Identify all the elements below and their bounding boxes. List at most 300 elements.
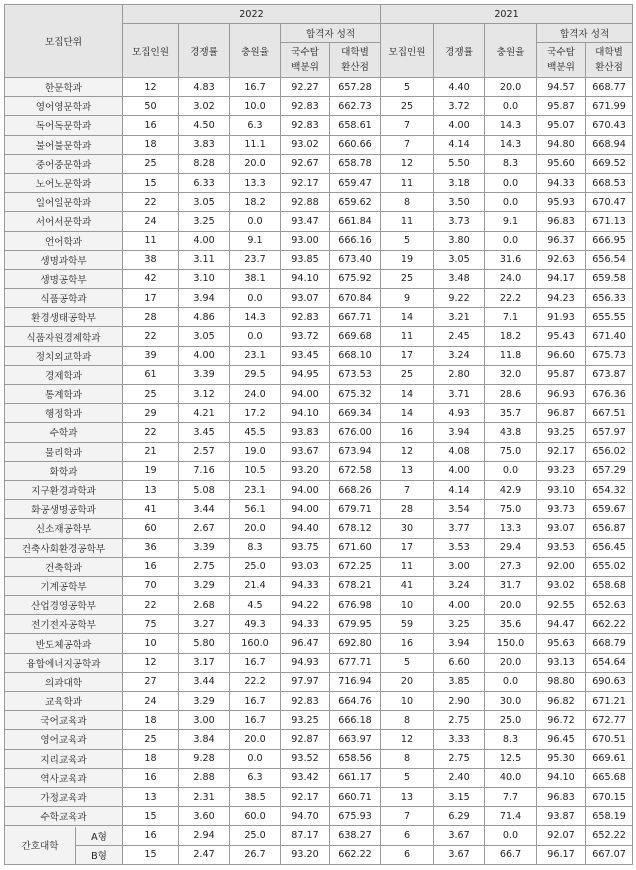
year-2022-header: 2022 [123,5,381,24]
dept-name: 산업경영공학부 [5,596,123,615]
cell-y2021-0: 5 [381,78,434,97]
cell-b2021-1: 3.67 [434,845,485,864]
cell-y2022-2: 49.3 [230,615,281,634]
cell-y2022-4: 675.93 [330,807,381,826]
cell-y2021-2: 30.0 [485,692,537,711]
cell-y2021-0: 13 [381,787,434,806]
cell-y2022-2: 23.1 [230,480,281,499]
cell-a2021-3: 92.07 [537,826,586,845]
cell-y2022-1: 4.50 [179,116,230,135]
cell-y2021-1: 6.29 [434,807,485,826]
cell-y2022-2: 20.0 [230,730,281,749]
conv-line2: 환산점 [595,62,623,73]
cell-y2022-0: 16 [123,557,179,576]
competition-header-2021: 경쟁률 [434,24,485,78]
cell-y2021-3: 93.87 [537,807,586,826]
cell-y2022-4: 673.40 [330,250,381,269]
cell-y2022-4: 666.16 [330,231,381,250]
cell-y2021-1: 3.85 [434,672,485,691]
cell-y2021-2: 24.0 [485,269,537,288]
cell-y2022-4: 660.66 [330,135,381,154]
dept-name: 노어노문학과 [5,173,123,192]
table-row [5,346,633,365]
cell-y2021-0: 7 [381,807,434,826]
cell-a2021-1: 3.67 [434,826,485,845]
cell-y2021-1: 3.48 [434,269,485,288]
cell-y2021-2: 25.0 [485,711,537,730]
cell-y2021-0: 17 [381,346,434,365]
cell-y2022-0: 61 [123,365,179,384]
competition-header-2022: 경쟁률 [179,24,230,78]
table-row [5,135,633,154]
cell-y2022-3: 93.42 [281,768,330,787]
cell-y2021-0: 25 [381,269,434,288]
cell-y2022-1: 3.84 [179,730,230,749]
cell-y2021-2: 42.9 [485,480,537,499]
cell-y2022-2: 0.0 [230,327,281,346]
cell-y2022-1: 3.44 [179,672,230,691]
cell-y2021-3: 96.93 [537,385,586,404]
cell-y2022-3: 92.87 [281,730,330,749]
cell-y2021-1: 3.77 [434,519,485,538]
suneung-line2: 백분위 [291,62,319,73]
cell-y2022-2: 16.7 [230,711,281,730]
grades-header-2022: 합격자 성적 [281,24,381,43]
cell-y2021-2: 0.0 [485,97,537,116]
cell-y2022-2: 10.0 [230,97,281,116]
cell-y2021-1: 2.75 [434,749,485,768]
nursing-row-a [5,826,633,845]
dept-name: 화공생명공학과 [5,500,123,519]
cell-y2021-3: 92.00 [537,557,586,576]
cell-y2022-4: 659.62 [330,193,381,212]
cell-y2022-3: 92.67 [281,154,330,173]
cell-y2021-4: 671.99 [586,97,633,116]
cell-y2021-0: 17 [381,538,434,557]
cell-y2022-2: 38.5 [230,787,281,806]
cell-y2022-1: 2.88 [179,768,230,787]
cell-y2021-4: 671.21 [586,692,633,711]
cell-y2022-1: 3.25 [179,212,230,231]
cell-y2021-4: 671.13 [586,212,633,231]
cell-y2021-1: 4.14 [434,135,485,154]
cell-y2021-4: 655.55 [586,308,633,327]
cell-y2022-0: 22 [123,596,179,615]
cell-y2021-1: 3.80 [434,231,485,250]
table-row [5,557,633,576]
cell-y2022-0: 22 [123,423,179,442]
cell-y2022-3: 93.52 [281,749,330,768]
cell-y2021-1: 3.21 [434,308,485,327]
table-row [5,404,633,423]
cell-y2021-4: 670.15 [586,787,633,806]
recruit-header-2021: 모집인원 [381,24,434,78]
cell-y2021-0: 7 [381,116,434,135]
cell-y2022-0: 18 [123,135,179,154]
suneung-line1: 국수탐 [291,47,319,58]
cell-y2022-0: 41 [123,500,179,519]
cell-y2021-4: 673.87 [586,365,633,384]
cell-y2022-0: 22 [123,327,179,346]
cell-y2021-1: 3.18 [434,173,485,192]
cell-y2022-0: 24 [123,692,179,711]
cell-y2021-2: 8.3 [485,154,537,173]
cell-y2021-0: 12 [381,154,434,173]
cell-y2021-0: 10 [381,692,434,711]
cell-y2022-2: 18.2 [230,193,281,212]
cell-y2021-4: 658.68 [586,576,633,595]
dept-name: 일어일문학과 [5,193,123,212]
table-row [5,634,633,653]
cell-y2022-0: 15 [123,807,179,826]
cell-y2021-3: 96.83 [537,212,586,231]
cell-y2021-3: 96.37 [537,231,586,250]
table-row [5,154,633,173]
cell-y2021-3: 96.83 [537,787,586,806]
cell-y2021-4: 669.61 [586,749,633,768]
cell-b2021-2: 66.7 [485,845,537,864]
cell-y2022-1: 4.00 [179,231,230,250]
cell-y2021-3: 95.87 [537,97,586,116]
cell-a2022-4: 638.27 [330,826,381,845]
cell-y2022-1: 3.94 [179,289,230,308]
conv-header-2021 [586,43,633,78]
dept-name: 국어교육과 [5,711,123,730]
table-body [5,78,633,865]
cell-y2022-3: 93.00 [281,231,330,250]
cell-y2021-0: 10 [381,596,434,615]
cell-y2022-3: 94.00 [281,500,330,519]
cell-y2021-2: 150.0 [485,634,537,653]
cell-b2022-1: 2.47 [179,845,230,864]
cell-y2021-1: 2.90 [434,692,485,711]
cell-y2021-0: 5 [381,768,434,787]
cell-b2022-3: 93.20 [281,845,330,864]
cell-y2021-2: 7.7 [485,787,537,806]
dept-name: 정치외교학과 [5,346,123,365]
cell-y2021-4: 659.67 [586,500,633,519]
cell-y2021-2: 20.0 [485,78,537,97]
cell-y2022-3: 92.83 [281,116,330,135]
cell-y2021-3: 96.87 [537,404,586,423]
year-2021-header: 2021 [381,5,633,24]
nursing-sub-a: A형 [76,827,122,846]
cell-y2022-2: 24.0 [230,385,281,404]
cell-y2021-0: 8 [381,193,434,212]
cell-y2022-0: 19 [123,461,179,480]
cell-y2021-1: 3.24 [434,576,485,595]
dept-name: 융합에너지공학과 [5,653,123,672]
cell-y2021-1: 2.40 [434,768,485,787]
cell-y2022-1: 3.39 [179,538,230,557]
cell-y2022-1: 2.31 [179,787,230,806]
cell-y2021-4: 654.32 [586,480,633,499]
cell-y2022-1: 3.27 [179,615,230,634]
cell-y2021-4: 670.47 [586,193,633,212]
cell-y2021-3: 94.10 [537,768,586,787]
cell-y2022-4: 660.71 [330,787,381,806]
cell-y2022-1: 3.05 [179,193,230,212]
cell-y2022-2: 25.0 [230,557,281,576]
table-header [5,5,633,78]
cell-y2021-0: 30 [381,519,434,538]
cell-y2021-3: 93.07 [537,519,586,538]
cell-y2021-4: 654.64 [586,653,633,672]
dept-name: 언어학과 [5,231,123,250]
conv-line2: 환산점 [341,62,369,73]
cell-y2021-0: 12 [381,730,434,749]
cell-y2021-1: 4.93 [434,404,485,423]
cell-y2022-2: 0.0 [230,749,281,768]
dept-name: 역사교육과 [5,768,123,787]
cell-y2021-0: 16 [381,634,434,653]
cell-y2021-4: 671.40 [586,327,633,346]
dept-name: 의과대학 [5,672,123,691]
table-row [5,308,633,327]
cell-y2022-1: 3.00 [179,711,230,730]
dept-name: 건축사회환경공학부 [5,538,123,557]
cell-y2022-4: 672.58 [330,461,381,480]
cell-y2021-3: 98.80 [537,672,586,691]
table-row [5,461,633,480]
dept-name: 전기전자공학부 [5,615,123,634]
cell-y2021-3: 96.60 [537,346,586,365]
cell-y2022-1: 3.10 [179,269,230,288]
dept-name: 기계공학부 [5,576,123,595]
cell-y2021-3: 95.63 [537,634,586,653]
table-row [5,538,633,557]
cell-y2022-2: 9.1 [230,231,281,250]
cell-y2021-2: 27.3 [485,557,537,576]
cell-y2022-0: 42 [123,269,179,288]
cell-y2022-3: 94.00 [281,480,330,499]
cell-y2022-2: 23.7 [230,250,281,269]
cell-y2021-2: 0.0 [485,231,537,250]
cell-y2021-1: 3.94 [434,423,485,442]
dept-name: 식품자원경제학과 [5,327,123,346]
suneung-header-2022 [281,43,330,78]
cell-y2022-3: 94.70 [281,807,330,826]
dept-name: 지구환경과학과 [5,480,123,499]
cell-y2021-2: 28.6 [485,385,537,404]
cell-y2021-3: 95.93 [537,193,586,212]
cell-y2022-1: 3.17 [179,653,230,672]
cell-y2021-4: 669.52 [586,154,633,173]
cell-y2021-2: 0.0 [485,672,537,691]
cell-y2021-1: 3.33 [434,730,485,749]
cell-y2022-2: 0.0 [230,212,281,231]
cell-y2021-3: 94.17 [537,269,586,288]
cell-y2021-1: 4.14 [434,480,485,499]
cell-a2022-3: 87.17 [281,826,330,845]
cell-y2022-4: 662.73 [330,97,381,116]
table-row [5,615,633,634]
table-row [5,193,633,212]
cell-y2022-0: 16 [123,768,179,787]
cell-y2021-3: 95.87 [537,365,586,384]
cell-y2021-2: 32.0 [485,365,537,384]
cell-y2021-1: 4.40 [434,78,485,97]
cell-y2022-2: 20.0 [230,154,281,173]
cell-y2022-0: 36 [123,538,179,557]
cell-y2022-2: 13.3 [230,173,281,192]
cell-y2022-3: 92.83 [281,97,330,116]
dept-name: 통계학과 [5,385,123,404]
cell-y2021-3: 93.02 [537,576,586,595]
dept-name: 식품공학과 [5,289,123,308]
cell-y2022-4: 675.32 [330,385,381,404]
cell-y2021-3: 96.82 [537,692,586,711]
cell-y2022-0: 24 [123,212,179,231]
cell-y2022-1: 6.33 [179,173,230,192]
cell-y2021-4: 675.73 [586,346,633,365]
cell-y2021-3: 94.23 [537,289,586,308]
table-row [5,442,633,461]
cell-y2021-3: 95.30 [537,749,586,768]
cell-y2022-2: 45.5 [230,423,281,442]
cell-y2021-2: 75.0 [485,500,537,519]
dept-name: 불어불문학과 [5,135,123,154]
cell-y2021-1: 3.00 [434,557,485,576]
cell-y2022-1: 3.44 [179,500,230,519]
cell-y2021-2: 13.3 [485,519,537,538]
cell-y2022-4: 692.80 [330,634,381,653]
cell-y2022-0: 25 [123,385,179,404]
cell-y2021-4: 666.95 [586,231,633,250]
cell-a2022-0: 16 [123,826,179,845]
cell-y2022-3: 94.40 [281,519,330,538]
cell-y2022-3: 92.83 [281,308,330,327]
dept-name: 중어중문학과 [5,154,123,173]
cell-y2022-1: 5.08 [179,480,230,499]
dept-name: 독어독문학과 [5,116,123,135]
cell-a2021-0: 6 [381,826,434,845]
cell-y2021-3: 92.63 [537,250,586,269]
cell-y2022-3: 92.83 [281,692,330,711]
cell-b2022-0: 15 [123,845,179,864]
cell-y2021-1: 3.73 [434,212,485,231]
table-row [5,672,633,691]
cell-y2021-4: 667.51 [586,404,633,423]
cell-y2022-1: 2.68 [179,596,230,615]
cell-y2022-1: 2.67 [179,519,230,538]
cell-b2022-4: 662.22 [330,845,381,864]
cell-y2022-0: 50 [123,97,179,116]
table-row [5,173,633,192]
table-row [5,787,633,806]
cell-y2021-4: 656.45 [586,538,633,557]
cell-y2022-0: 21 [123,442,179,461]
dept-name: 물리학과 [5,442,123,461]
table-row [5,231,633,250]
cell-y2022-4: 679.71 [330,500,381,519]
cell-y2022-4: 668.26 [330,480,381,499]
cell-y2022-3: 94.33 [281,615,330,634]
cell-y2022-0: 22 [123,193,179,212]
cell-y2022-3: 93.75 [281,538,330,557]
cell-y2021-0: 7 [381,480,434,499]
cell-y2021-1: 3.24 [434,346,485,365]
cell-y2021-4: 668.79 [586,634,633,653]
cell-y2022-0: 27 [123,672,179,691]
dept-name: 행정학과 [5,404,123,423]
cell-y2021-0: 7 [381,135,434,154]
cell-y2021-3: 95.43 [537,327,586,346]
cell-y2021-3: 93.73 [537,500,586,519]
cell-y2021-3: 95.60 [537,154,586,173]
cell-y2022-0: 13 [123,480,179,499]
cell-y2021-3: 92.17 [537,442,586,461]
cell-y2021-3: 91.93 [537,308,586,327]
cell-y2022-2: 8.3 [230,538,281,557]
fill-rate-header-2021: 충원율 [485,24,537,78]
cell-y2021-4: 656.87 [586,519,633,538]
cell-y2022-0: 75 [123,615,179,634]
cell-y2021-0: 5 [381,653,434,672]
table-row [5,692,633,711]
table-row [5,289,633,308]
cell-y2022-4: 677.71 [330,653,381,672]
cell-y2022-0: 16 [123,116,179,135]
cell-y2022-1: 5.80 [179,634,230,653]
cell-y2022-1: 8.28 [179,154,230,173]
cell-y2022-2: 14.3 [230,308,281,327]
cell-y2021-1: 6.60 [434,653,485,672]
cell-y2022-3: 93.45 [281,346,330,365]
cell-y2022-3: 92.17 [281,173,330,192]
cell-y2022-0: 38 [123,250,179,269]
fill-rate-header-2022: 충원율 [230,24,281,78]
table-row [5,212,633,231]
cell-y2021-1: 4.00 [434,461,485,480]
cell-y2022-4: 658.61 [330,116,381,135]
cell-y2021-0: 14 [381,385,434,404]
table-row [5,480,633,499]
unit-header: 모집단위 [5,5,123,78]
cell-y2021-4: 656.33 [586,289,633,308]
cell-y2021-4: 676.36 [586,385,633,404]
cell-y2021-4: 662.22 [586,615,633,634]
cell-y2022-4: 661.17 [330,768,381,787]
cell-y2022-4: 666.18 [330,711,381,730]
cell-y2022-2: 17.2 [230,404,281,423]
cell-y2021-0: 16 [381,423,434,442]
cell-y2021-1: 3.94 [434,634,485,653]
conv-header-2022 [330,43,381,78]
cell-y2022-3: 92.27 [281,78,330,97]
cell-y2022-1: 3.29 [179,692,230,711]
dept-name: 지리교육과 [5,749,123,768]
cell-y2021-4: 668.94 [586,135,633,154]
cell-y2022-1: 3.12 [179,385,230,404]
cell-y2021-1: 3.25 [434,615,485,634]
cell-y2022-3: 94.22 [281,596,330,615]
table-row [5,807,633,826]
cell-y2022-3: 94.10 [281,269,330,288]
cell-y2022-3: 92.17 [281,787,330,806]
cell-y2022-3: 94.33 [281,576,330,595]
dept-name: 환경생태공학부 [5,308,123,327]
table-row [5,97,633,116]
cell-y2021-4: 672.77 [586,711,633,730]
cell-y2022-3: 94.10 [281,404,330,423]
dept-name: 신소재공학부 [5,519,123,538]
cell-y2022-4: 659.47 [330,173,381,192]
cell-y2022-3: 94.93 [281,653,330,672]
cell-y2021-3: 93.25 [537,423,586,442]
cell-y2022-0: 12 [123,78,179,97]
table-row [5,116,633,135]
